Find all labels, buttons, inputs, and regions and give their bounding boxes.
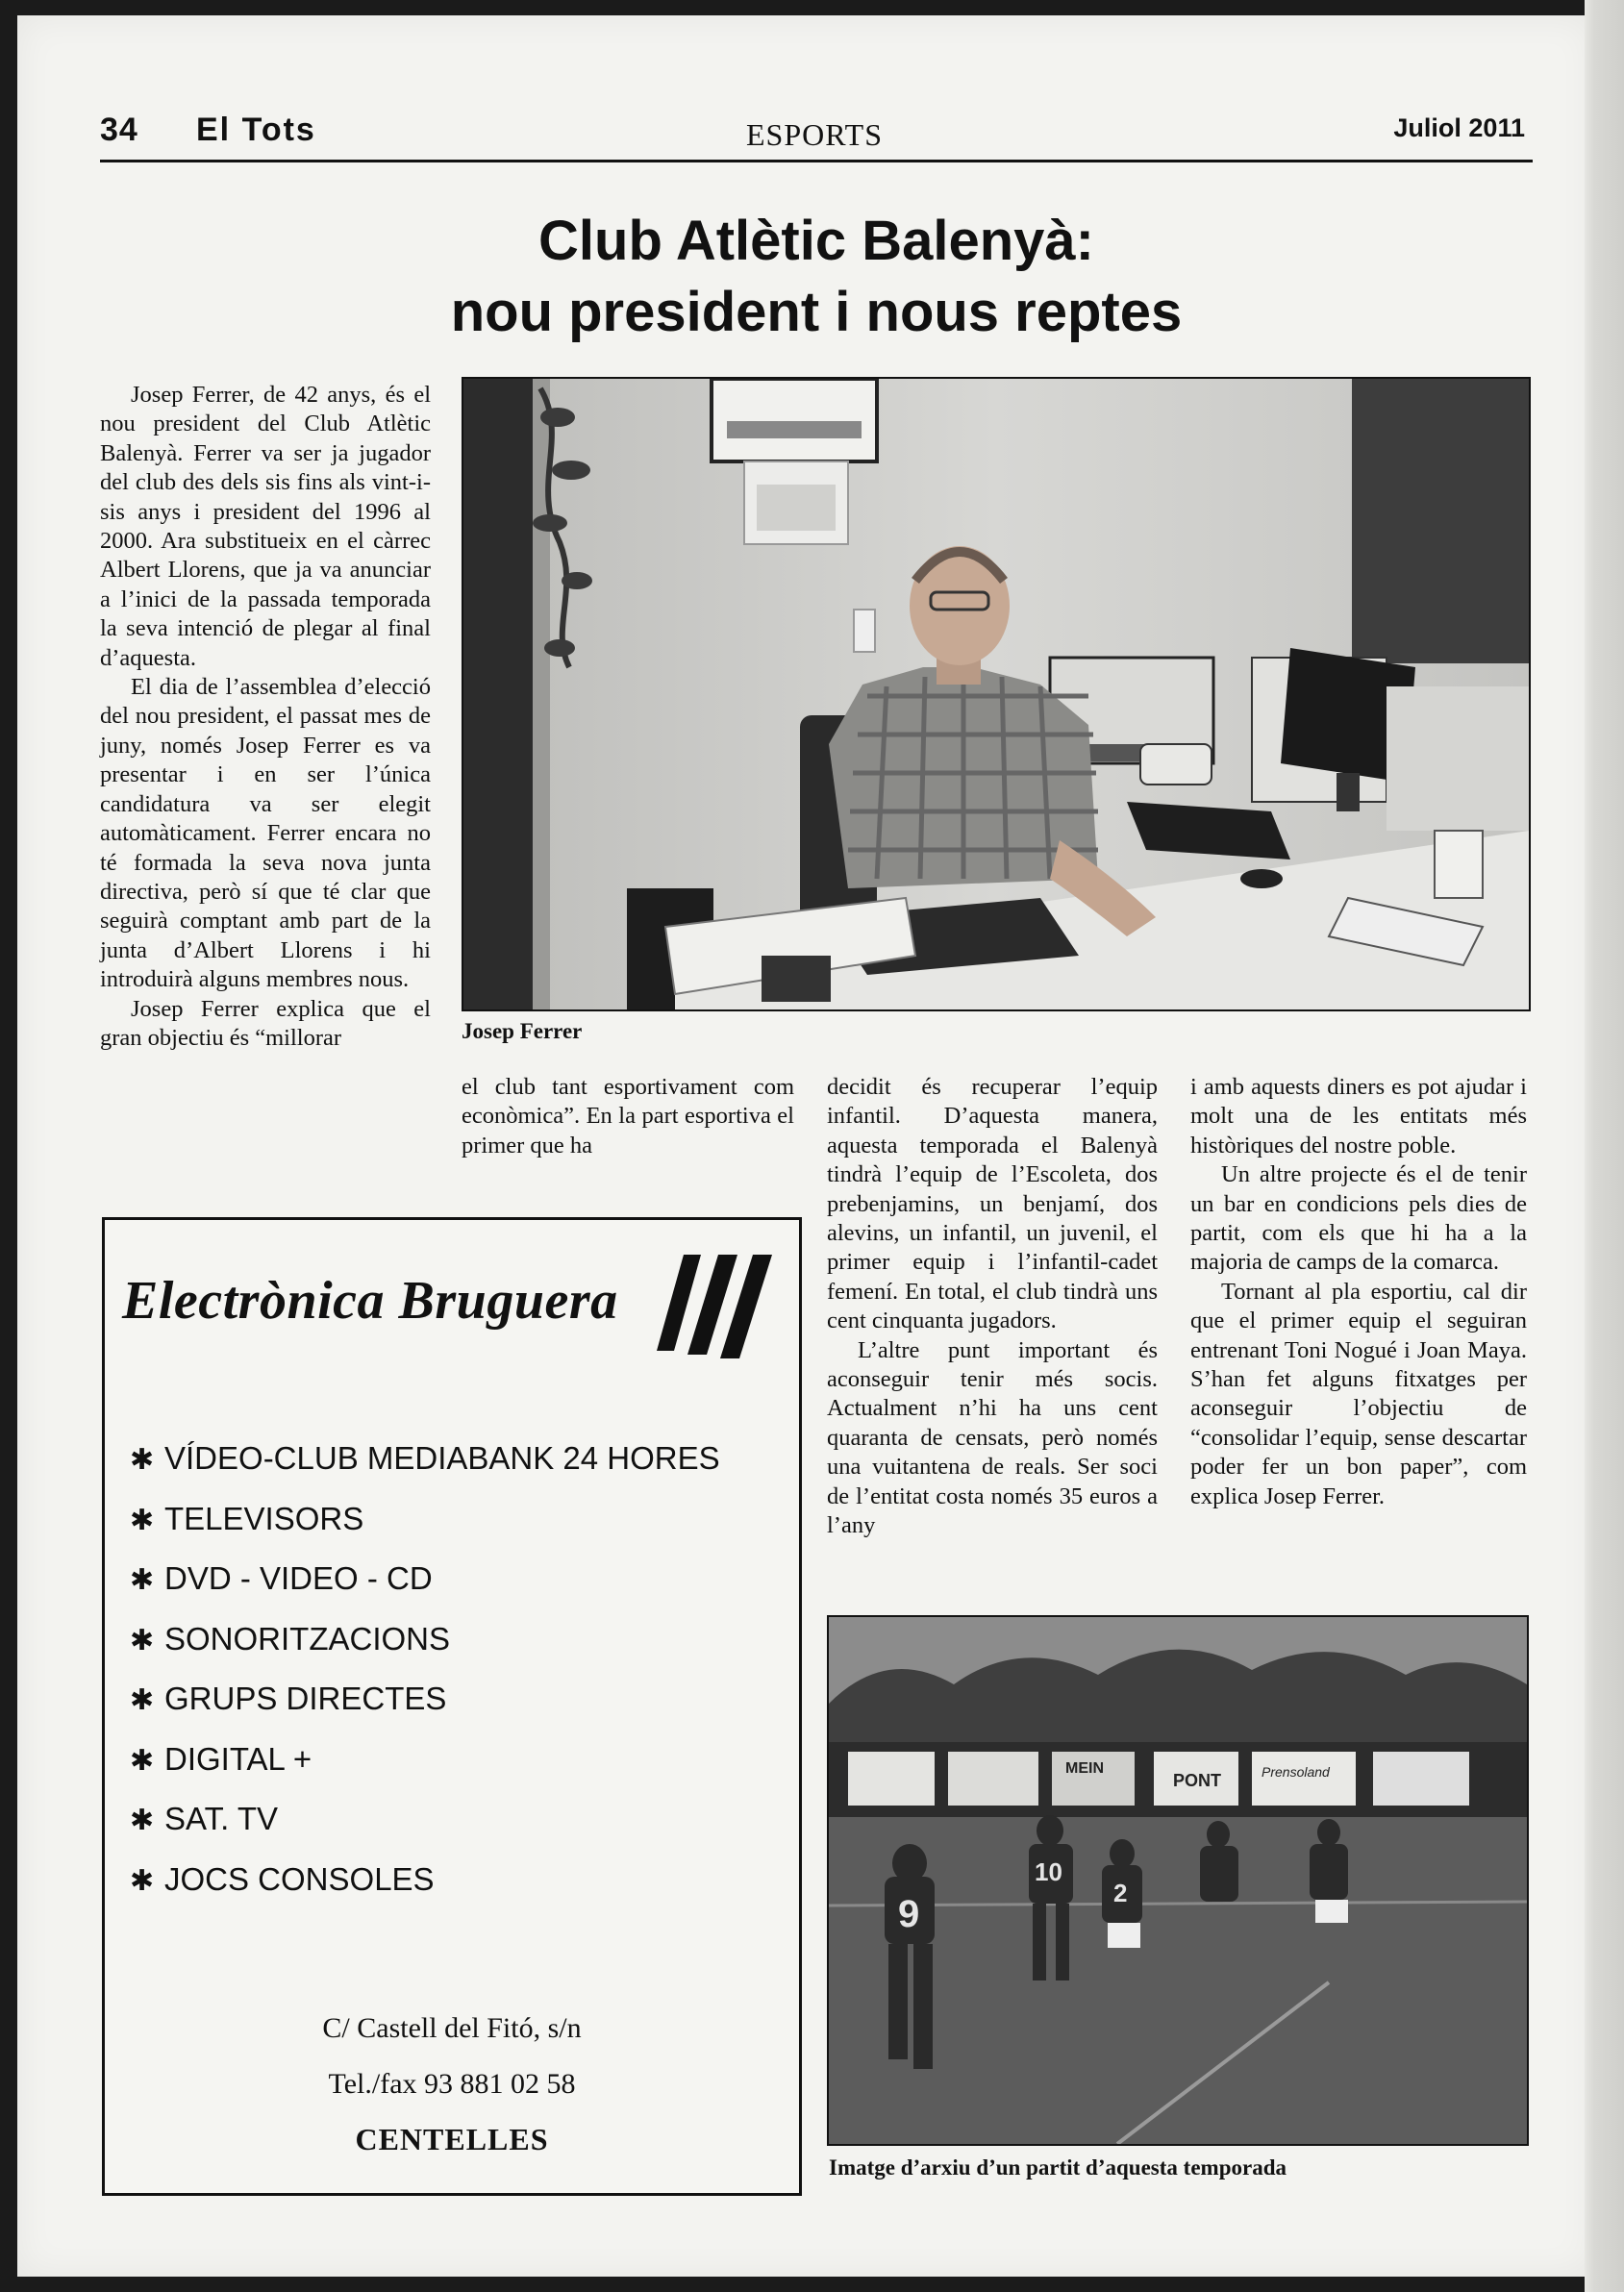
president-photo-caption: Josep Ferrer [462,1019,583,1043]
banner-pont: PONT [1173,1771,1222,1790]
ad-address: C/ Castell del Fitó, s/n [322,2012,582,2044]
jersey-number-2: 2 [1113,1879,1128,1907]
page-header [100,106,1533,162]
president-photo [462,377,1531,1011]
asterisk-icon: ✱ [130,1864,155,1897]
issue-date: Juliol 2011 [1393,113,1525,142]
ad-service-item: ✱ VÍDEO-CLUB MEDIABANK 24 HORES [130,1430,720,1490]
page-number: 34 [100,112,138,148]
ad-service-item: ✱ TELEVISORS [130,1490,720,1551]
publication-name: El Tots [196,112,316,148]
ad-services-list [130,1430,720,1910]
paragraph: i amb aquests diners es pot ajudar i molt una de les entitats més històriques del nostre poble. [1190,1074,1527,1158]
paragraph: el club tant esportivament com econòmica”. En la part esportiva el primer que ha [462,1074,794,1158]
section-name: ESPORTS [746,117,884,152]
article-column-4 [1190,1073,1527,1511]
title-line-2: nou president i nous reptes [450,281,1183,343]
match-photo-caption: Imatge d’arxiu d’un partit d’aquesta temporada [829,2155,1287,2180]
article-column-3 [827,1073,1158,1541]
paragraph: L’altre punt important és aconseguir tenir més socis. Actualment n’hi ha uns cent quaranta de censats, però només una vuitantena de reals. Ser soci de l’entitat costa només 35 euros a l’any [827,1336,1158,1539]
ad-phone: Tel./fax 93 881 02 58 [328,2068,576,2100]
article-column-2 [462,1073,794,1160]
ad-brand-name: Electrònica Bruguera [122,1271,618,1331]
asterisk-icon: ✱ [130,1744,155,1777]
ad-service-item: ✱ DIGITAL + [130,1731,720,1791]
brand-slashes-logo [657,1255,772,1360]
jersey-number-9: 9 [898,1893,920,1935]
ad-service-item: ✱ JOCS CONSOLES [130,1851,720,1911]
match-photo-illustration [829,1617,1527,2144]
ad-service-item: ✱ DVD - VIDEO - CD [130,1550,720,1610]
ad-service-item: ✱ SAT. TV [130,1790,720,1851]
banner-prensoland: Prensoland [1262,1764,1330,1780]
paragraph: decidit és recuperar l’equip infantil. D’aquesta manera, aquesta temporada el Balenyà tindrà l’equip de l’Escoleta, dos prebenjamins, un benjamí, dos alevins, un infantil, un juvenil, el primer equip i l’infantil-cadet femení. En total, el club tindrà uns cent cinquanta jugadors. [827,1074,1158,1334]
asterisk-icon: ✱ [130,1624,155,1657]
ad-service-item: ✱ SONORITZACIONS [130,1610,720,1671]
asterisk-icon: ✱ [130,1684,155,1716]
paragraph: Josep Ferrer, de 42 anys, és el nou president del Club Atlètic Balenyà. Ferrer va ser ja jugador del club des dels sis fins als vint-i-sis anys i president del 1996 al 2000. Ara substitueix en el càrrec Albert Llorens, que ja va anunciar a l’inici de la passada temporada la seva intenció de plegar al final d’aquesta. [100,382,431,671]
advertisement-electronica-bruguera [102,1217,802,2196]
page-edge [1585,0,1624,2292]
paragraph: Tornant al pla esportiu, cal dir que el primer equip el seguiran entrenant Toni Nogué i Joan Maya. S’han fet alguns fitxatges per aconseguir l’objectiu de “consolidar l’equip, sense descartar poder fer un bon paper”, com explica Josep Ferrer. [1190,1278,1527,1509]
asterisk-icon: ✱ [130,1805,155,1836]
article-column-1 [100,381,431,1053]
asterisk-icon: ✱ [130,1504,155,1536]
paragraph: Un altre projecte és el de tenir un bar en condicions pels dies de partit, com els que hi ha a la majoria de camps de la comarca. [1190,1161,1527,1276]
paragraph: Josep Ferrer explica que el gran objectiu és “millorar [100,995,431,1051]
match-photo [827,1615,1529,2146]
banner-mein: MEIN [1065,1760,1104,1777]
asterisk-icon: ✱ [130,1564,155,1596]
asterisk-icon: ✱ [130,1444,155,1476]
president-photo-illustration [463,379,1529,1009]
ad-service-item: ✱ GRUPS DIRECTES [130,1670,720,1731]
title-line-1: Club Atlètic Balenyà: [538,210,1094,272]
jersey-number-10: 10 [1035,1857,1062,1886]
paragraph: El dia de l’assemblea d’elecció del nou president, el passat mes de juny, només Josep Ferrer es va presentar i en ser l’única candidatura va ser elegit automàticament. Ferrer encara no té formada la seva nova junta directiva, però sí que té clar que seguirà comptant amb part de la junta d’Albert Llorens i hi introduirà alguns membres nous. [100,674,431,993]
article-title [100,206,1533,348]
ad-town: CENTELLES [355,2122,549,2156]
